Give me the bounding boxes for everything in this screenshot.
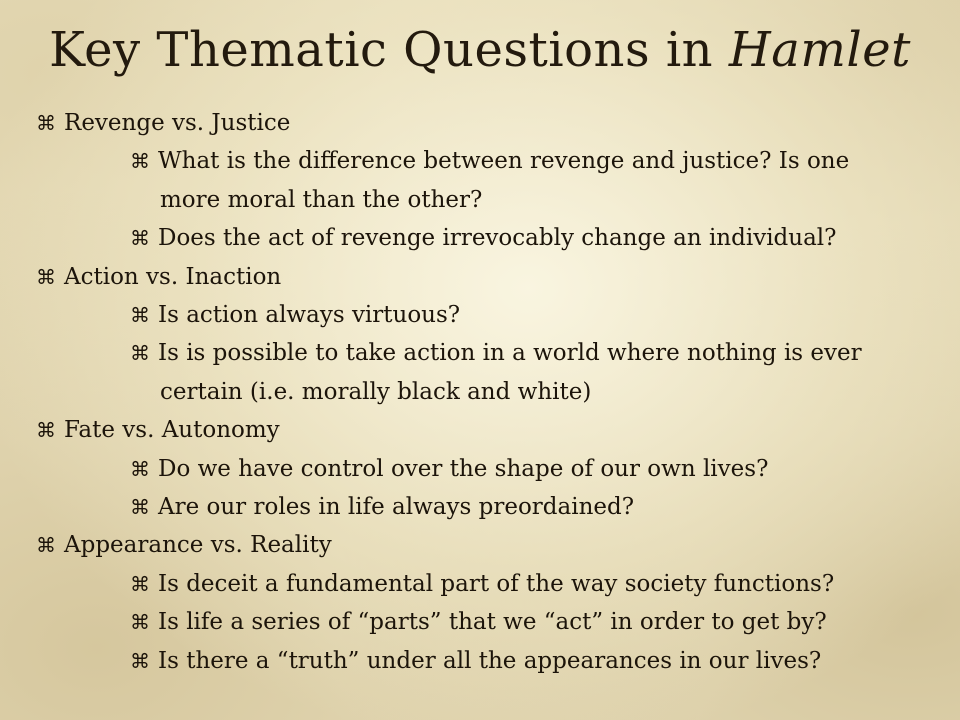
bullet-icon: ⌘ bbox=[130, 341, 150, 366]
bullet-icon: ⌘ bbox=[130, 149, 150, 174]
question-item bbox=[0, 603, 960, 641]
question-item bbox=[0, 450, 960, 488]
bullet-icon: ⌘ bbox=[130, 456, 150, 481]
question-item bbox=[0, 488, 960, 526]
bullet-icon: ⌘ bbox=[130, 610, 150, 635]
topic-item bbox=[0, 258, 960, 296]
bullet-icon: ⌘ bbox=[130, 226, 150, 251]
bullet-list bbox=[0, 104, 960, 680]
slide-title bbox=[0, 18, 960, 82]
topic-label: Fate vs. Autonomy bbox=[64, 417, 280, 444]
question-continuation: certain (i.e. morally black and white) bbox=[160, 378, 592, 405]
bullet-icon: ⌘ bbox=[36, 533, 56, 558]
question-text: Is life a series of “parts” that we “act” in order to get by? bbox=[158, 609, 827, 636]
topic-item bbox=[0, 526, 960, 564]
bullet-icon: ⌘ bbox=[130, 495, 150, 520]
topic-label: Action vs. Inaction bbox=[64, 263, 282, 290]
question-item bbox=[0, 334, 960, 372]
bullet-icon: ⌘ bbox=[130, 648, 150, 673]
question-text: Are our roles in life always preordained? bbox=[158, 494, 635, 521]
question-item bbox=[0, 642, 960, 680]
bullet-icon: ⌘ bbox=[130, 303, 150, 328]
question-text: Is there a “truth” under all the appearances in our lives? bbox=[158, 647, 822, 674]
topic-item bbox=[0, 411, 960, 449]
topic-label: Appearance vs. Reality bbox=[64, 532, 332, 559]
bullet-icon: ⌘ bbox=[36, 111, 56, 135]
title-text: Key Thematic Questions in bbox=[49, 22, 729, 78]
question-text: Do we have control over the shape of our own lives? bbox=[158, 455, 769, 482]
topic-item bbox=[0, 104, 960, 142]
question-text: Is is possible to take action in a world where nothing is ever bbox=[158, 340, 862, 367]
topic-label: Revenge vs. Justice bbox=[64, 110, 291, 136]
question-text: Does the act of revenge irrevocably change an individual? bbox=[158, 225, 837, 252]
bullet-icon: ⌘ bbox=[130, 571, 150, 596]
question-text: What is the difference between revenge and justice? Is one bbox=[158, 148, 850, 175]
question-text: Is action always virtuous? bbox=[158, 302, 461, 329]
question-item bbox=[0, 142, 960, 180]
question-item bbox=[0, 219, 960, 257]
bullet-icon: ⌘ bbox=[36, 264, 56, 289]
title-italic-text: Hamlet bbox=[728, 22, 911, 78]
bullet-icon: ⌘ bbox=[36, 418, 56, 443]
question-text: Is deceit a fundamental part of the way society functions? bbox=[158, 570, 835, 597]
question-item bbox=[0, 565, 960, 603]
question-item bbox=[0, 296, 960, 334]
question-continuation: more moral than the other? bbox=[160, 186, 483, 213]
